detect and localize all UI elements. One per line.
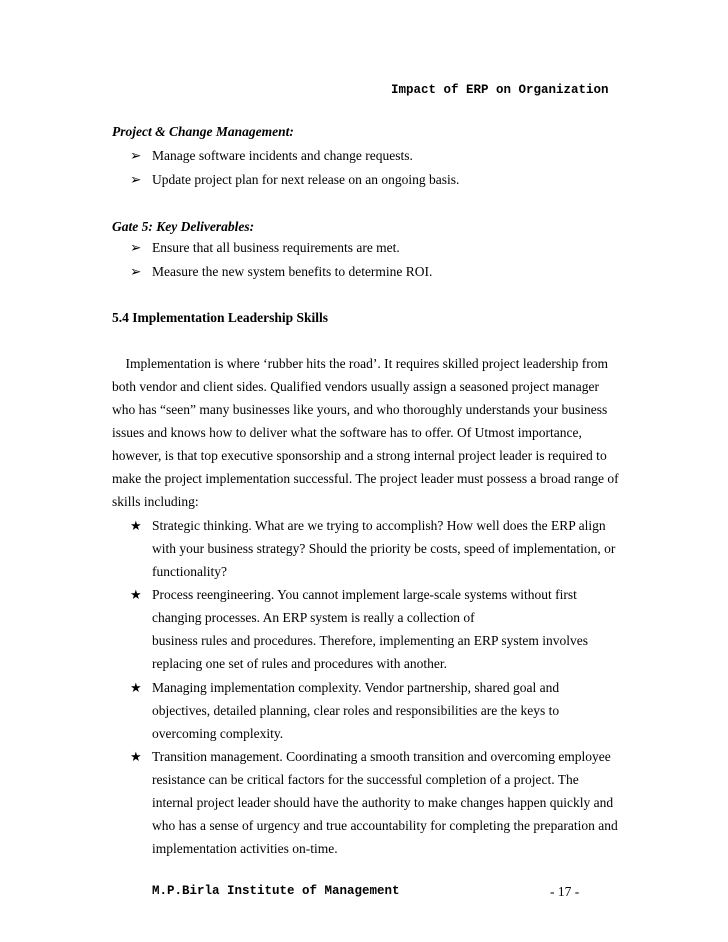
arrow-bullet-icon: ➢: [130, 172, 142, 187]
star-bullet-icon: ★: [130, 680, 142, 695]
paragraph-line: who has “seen” many businesses like yours, and who thoroughly understands your business: [112, 402, 608, 417]
arrow-bullet-icon: ➢: [130, 264, 142, 279]
skill-line: internal project leader should have the authority to make changes happen quickly and: [152, 795, 614, 810]
arrow-bullet-icon: ➢: [130, 148, 142, 163]
skill-line: changing processes. An ERP system is really a collection of: [152, 610, 475, 625]
skill-line: Managing implementation complexity. Vendor partnership, shared goal and: [152, 680, 560, 695]
paragraph-line: Implementation is where ‘rubber hits the road’. It requires skilled project leadership from: [112, 356, 608, 371]
skill-line: Transition management. Coordinating a smooth transition and overcoming employee: [152, 749, 611, 764]
skill-line: Process reengineering. You cannot implement large-scale systems without first: [152, 587, 577, 602]
skill-line: Strategic thinking. What are we trying to accomplish? How well does the ERP align: [152, 518, 606, 533]
paragraph-line: make the project implementation successful. The project leader must possess a broad range of: [112, 471, 619, 486]
footer-institute: M.P.Birla Institute of Management: [152, 884, 400, 898]
bullet-text: Ensure that all business requirements are met.: [152, 240, 400, 255]
bullet-text: Update project plan for next release on an ongoing basis.: [152, 172, 460, 187]
arrow-bullet-icon: ➢: [130, 240, 142, 255]
paragraph-line: skills including:: [112, 494, 199, 509]
skill-line: objectives, detailed planning, clear roles and responsibilities are the keys to: [152, 703, 560, 718]
star-bullet-icon: ★: [130, 749, 142, 764]
section-heading-5-4: 5.4 Implementation Leadership Skills: [112, 310, 329, 325]
bullet-item: [130, 148, 413, 164]
section-title-project-change: Project & Change Management:: [112, 124, 294, 139]
skill-line: with your business strategy? Should the priority be costs, speed of implementation, or: [152, 541, 616, 556]
bullet-text: Measure the new system benefits to determine ROI.: [152, 264, 433, 279]
paragraph-line: however, is that top executive sponsorship and a strong internal project leader is required to: [112, 448, 607, 463]
skill-line: implementation activities on-time.: [152, 841, 338, 856]
section-title-gate5: Gate 5: Key Deliverables:: [112, 219, 255, 234]
star-bullet-icon: ★: [130, 518, 142, 533]
skill-line: business rules and procedures. Therefore, implementing an ERP system involves: [152, 633, 589, 648]
bullet-item: [130, 172, 459, 188]
skill-line: functionality?: [152, 564, 227, 579]
paragraph-line: both vendor and client sides. Qualified vendors usually assign a seasoned project manager: [112, 379, 599, 394]
skill-line: overcoming complexity.: [152, 726, 284, 741]
page-header-title: Impact of ERP on Organization: [391, 83, 609, 97]
skill-line: replacing one set of rules and procedures with another.: [152, 656, 448, 671]
paragraph-line: issues and knows how to deliver what the software has to offer. Of Utmost importance,: [112, 425, 582, 440]
skill-line: who has a sense of urgency and true accountability for completing the preparation and: [152, 818, 618, 833]
star-bullet-icon: ★: [130, 587, 142, 602]
bullet-item: [130, 240, 400, 256]
bullet-item: [130, 264, 432, 280]
skill-line: resistance can be critical factors for the successful completion of a project. The: [152, 772, 579, 787]
footer-page-number: - 17 -: [550, 884, 580, 899]
bullet-text: Manage software incidents and change requests.: [152, 148, 413, 163]
